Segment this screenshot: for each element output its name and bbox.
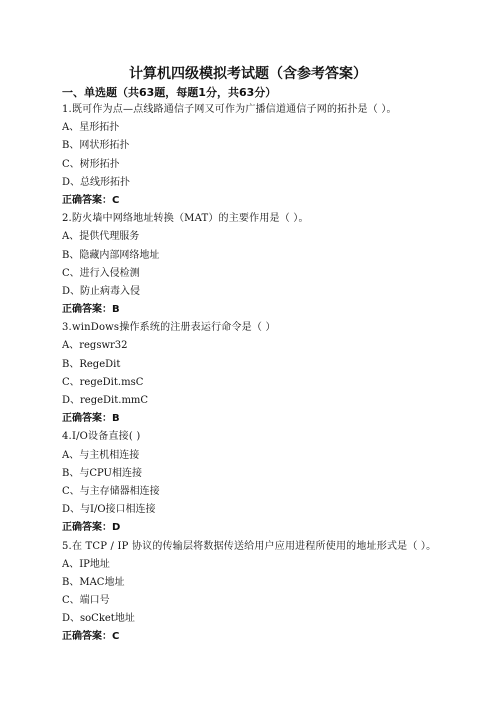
option-a: A、与主机相连接 xyxy=(62,449,140,461)
question-5 xyxy=(62,538,438,647)
question-2 xyxy=(62,210,438,319)
document-title: 计算机四级模拟考试题（含参考答案） xyxy=(129,66,367,82)
option-d: D、总线形拓扑 xyxy=(62,176,131,188)
correct-answer: 正确答案：C xyxy=(62,631,120,643)
option-d: D、防止病毒入侵 xyxy=(62,285,141,297)
question-1 xyxy=(62,101,438,210)
option-a: A、星形拓扑 xyxy=(62,122,120,134)
option-d: D、regeDit.mmC xyxy=(62,395,149,407)
option-c: C、与主存储器相连接 xyxy=(62,485,160,497)
question-4 xyxy=(62,428,438,537)
question-stem: 2.防火墙中网络地址转换（MAT）的主要作用是（ ）。 xyxy=(62,213,309,225)
question-stem: 4.I/O设备直接( ) xyxy=(62,431,141,443)
question-list xyxy=(62,101,438,647)
option-b: B、MAC地址 xyxy=(62,576,125,588)
correct-answer: 正确答案：B xyxy=(62,413,120,425)
correct-answer: 正确答案：D xyxy=(62,522,121,534)
option-c: C、树形拓扑 xyxy=(62,158,120,170)
option-b: B、隐藏内部网络地址 xyxy=(62,249,160,261)
question-stem: 3.winDows操作系统的注册表运行命令是（ ） xyxy=(62,322,276,334)
option-c: C、端口号 xyxy=(62,595,110,607)
option-b: B、与CPU相连接 xyxy=(62,467,142,479)
option-a: A、IP地址 xyxy=(62,558,110,570)
option-c: C、regeDit.msC xyxy=(62,376,144,388)
option-b: B、RegeDit xyxy=(62,358,121,370)
question-3 xyxy=(62,319,438,428)
option-a: A、提供代理服务 xyxy=(62,231,140,243)
option-a: A、regswr32 xyxy=(62,340,128,352)
option-d: D、与I/O接口相连接 xyxy=(62,504,156,516)
section-heading: 一、单选题（共63题，每题1分，共63分） xyxy=(62,86,277,99)
correct-answer: 正确答案：B xyxy=(62,304,120,316)
question-stem: 1.既可作为点—点线路通信子网又可作为广播信道通信子网的拓扑是（ ）。 xyxy=(62,104,397,115)
option-c: C、进行入侵检测 xyxy=(62,267,140,279)
option-d: D、soCket地址 xyxy=(62,613,135,625)
option-b: B、网状形拓扑 xyxy=(62,140,130,152)
question-stem: 5.在 TCP / IP 协议的传输层将数据传送给用户应用进程所使用的地址形式是（ ）。 xyxy=(62,540,437,552)
correct-answer: 正确答案：C xyxy=(62,194,120,206)
